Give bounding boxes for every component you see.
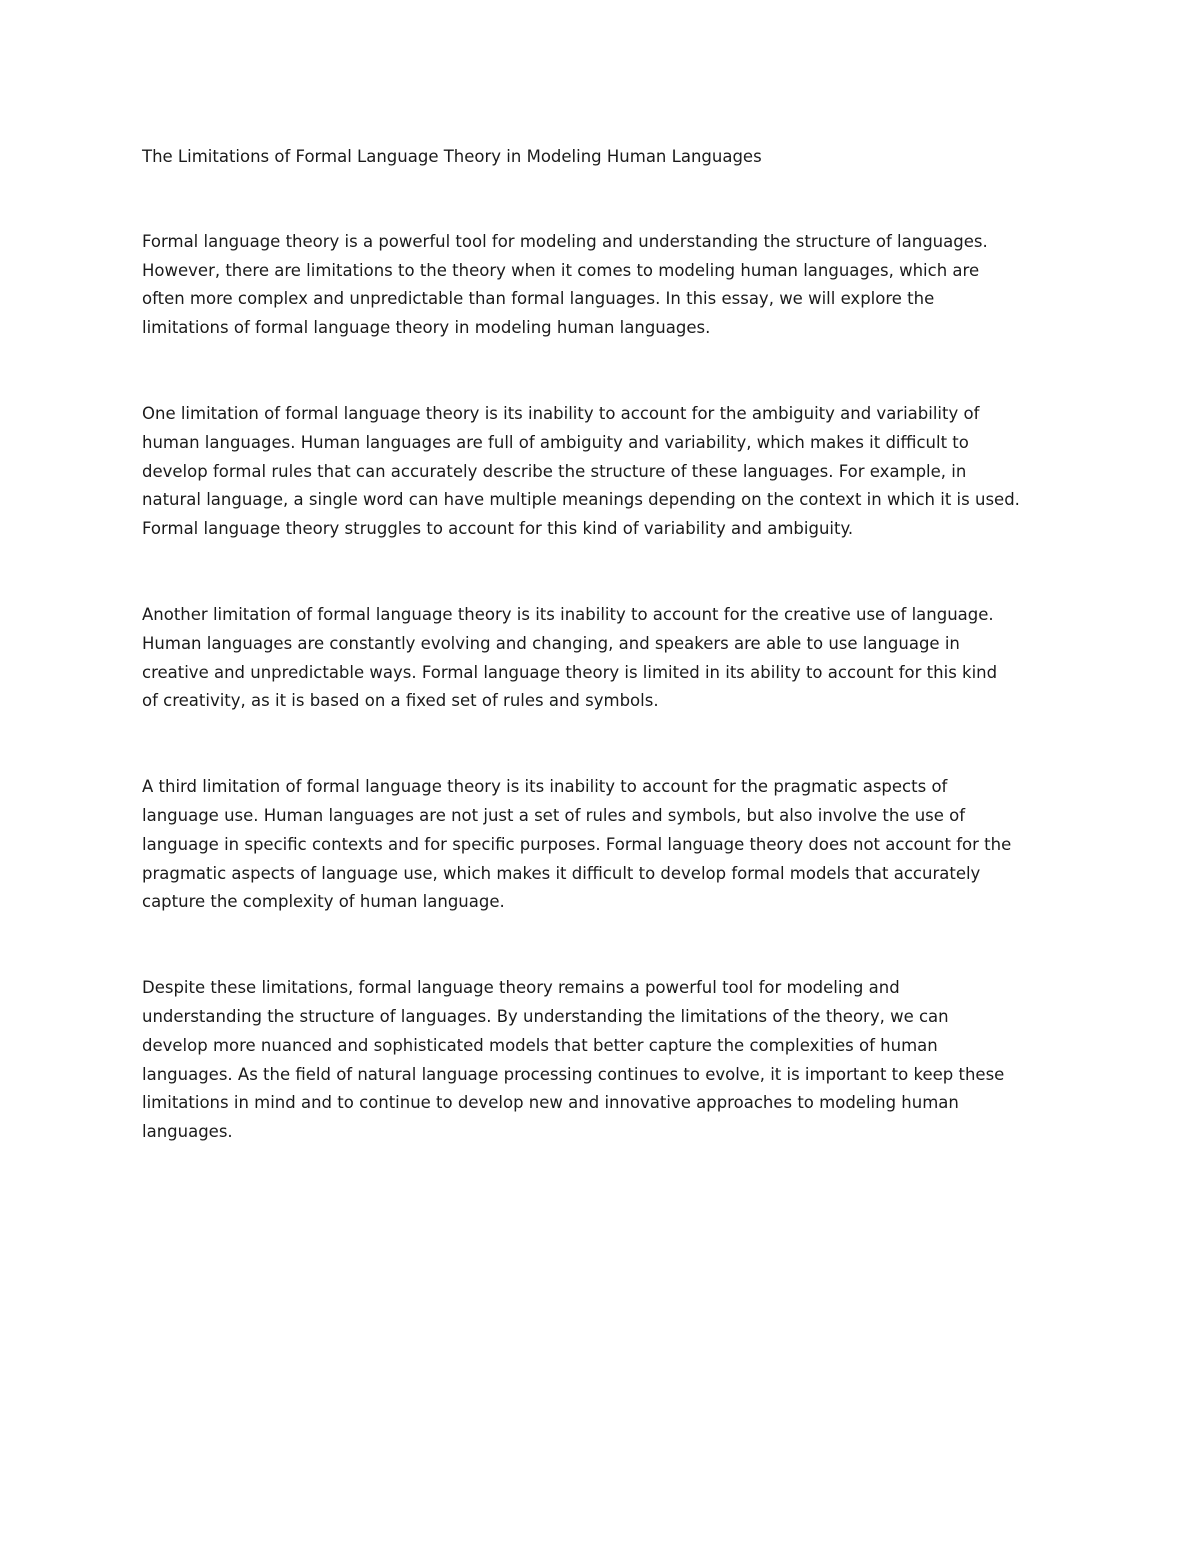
paragraph-line: languages. [142, 1122, 233, 1142]
document-title: The Limitations of Formal Language Theory in Modeling Human Languages [142, 147, 762, 166]
paragraph-introduction [142, 228, 1072, 343]
paragraph-ambiguity [142, 400, 1072, 544]
paragraph-line: pragmatic aspects of language use, which makes it difficult to develop formal models that accurately [142, 863, 981, 883]
paragraph-creativity [142, 601, 1072, 716]
paragraph-line: develop formal rules that can accurately describe the structure of these languages. For example, in [142, 461, 967, 481]
paragraph-line: understanding the structure of languages. By understanding the limitations of the theory, we can [142, 1006, 949, 1026]
paragraph-line: A third limitation of formal language theory is its inability to account for the pragmatic aspects of [142, 777, 948, 797]
paragraph-line: Human languages are constantly evolving and changing, and speakers are able to use language in [142, 633, 960, 653]
paragraph-line: Formal language theory is a powerful tool for modeling and understanding the structure of languages. [142, 231, 988, 251]
paragraph-conclusion [142, 974, 1072, 1147]
paragraph-line: However, there are limitations to the theory when it comes to modeling human languages, which are [142, 260, 980, 280]
paragraph-pragmatics [142, 773, 1072, 917]
paragraph-line: language in specific contexts and for specific purposes. Formal language theory does not account for the [142, 834, 1012, 854]
paragraph-line: develop more nuanced and sophisticated models that better capture the complexities of human [142, 1035, 938, 1055]
document-body [142, 143, 1072, 1204]
paragraph-line: Despite these limitations, formal language theory remains a powerful tool for modeling and [142, 978, 900, 998]
paragraph-line: human languages. Human languages are full of ambiguity and variability, which makes it difficult to [142, 432, 969, 452]
paragraph-line: capture the complexity of human language. [142, 892, 505, 912]
paragraph-line: limitations in mind and to continue to develop new and innovative approaches to modeling human [142, 1093, 959, 1113]
paragraph-line: language use. Human languages are not just a set of rules and symbols, but also involve the use of [142, 805, 966, 825]
paragraph-line: One limitation of formal language theory is its inability to account for the ambiguity and variability of [142, 403, 980, 423]
paragraph-line: of creativity, as it is based on a fixed set of rules and symbols. [142, 691, 659, 711]
paragraph-line: Formal language theory struggles to account for this kind of variability and ambiguity. [142, 519, 854, 539]
paragraph-line: often more complex and unpredictable than formal languages. In this essay, we will explore the [142, 289, 935, 309]
paragraph-line: Another limitation of formal language theory is its inability to account for the creative use of language. [142, 604, 994, 624]
paragraph-line: limitations of formal language theory in modeling human languages. [142, 318, 711, 338]
paragraph-line: creative and unpredictable ways. Formal language theory is limited in its ability to account for this kind [142, 662, 998, 682]
paragraph-line: languages. As the field of natural language processing continues to evolve, it is important to keep these [142, 1064, 1005, 1084]
paragraph-line: natural language, a single word can have multiple meanings depending on the context in which it is used. [142, 490, 1020, 510]
